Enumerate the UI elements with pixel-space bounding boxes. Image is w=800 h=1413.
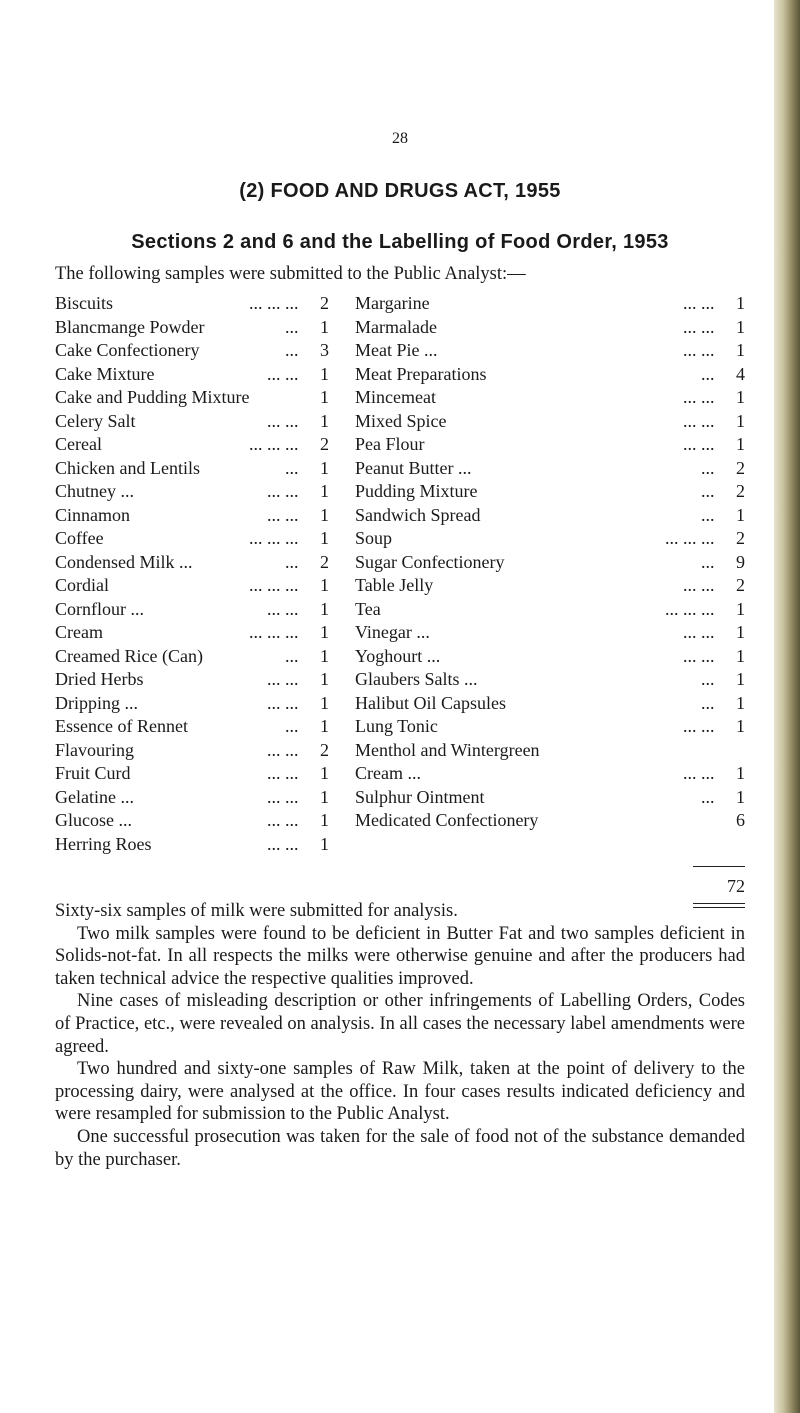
leader-dots: ... ...: [683, 716, 715, 736]
sample-row: [55, 762, 329, 786]
sample-name: Essence of Rennet: [55, 716, 188, 736]
sample-name: Gelatine ...: [55, 786, 134, 807]
paragraph-milk-deficiency: Two milk samples were found to be deficient in Butter Fat and two samples deficient in Solids-not-fat. In all respects the milks were otherwise genuine and after the producers had taken technical advice the respective qualities improved.: [55, 923, 745, 989]
sample-count: 2: [320, 293, 329, 313]
leader-dots: ...: [285, 316, 299, 337]
sample-name: Herring Roes: [55, 833, 152, 854]
sample-row: [55, 621, 329, 645]
sample-name: Lung Tonic: [355, 716, 438, 736]
paragraph-raw-milk: Two hundred and sixty-one samples of Raw Milk, taken at the point of delivery to the processing dairy, were analysed at the office. In four cases results indicated deficiency and were resampled for submission to the Public Analyst.: [55, 1059, 745, 1125]
leader-dots: ...: [701, 504, 715, 525]
sample-row: [355, 668, 745, 692]
sample-row: [355, 457, 745, 481]
sample-row: [355, 621, 745, 645]
sample-name: Meat Preparations: [355, 363, 487, 384]
sample-name: Medicated Confectionery: [355, 810, 539, 830]
sample-count: 1: [320, 622, 329, 642]
sample-count: 3: [320, 340, 329, 360]
leader-dots: ... ...: [267, 669, 299, 689]
leader-dots: ... ... ...: [249, 622, 299, 642]
sample-count: 1: [320, 457, 329, 478]
sample-count: 2: [736, 457, 745, 478]
sample-name: Chicken and Lentils: [55, 457, 200, 478]
leader-dots: ... ... ...: [249, 575, 299, 595]
sample-row: [55, 504, 329, 528]
leader-dots: ...: [701, 363, 715, 384]
section-subtitle: Sections 2 and 6 and the Labelling of Food Order, 1953: [131, 231, 669, 253]
leader-dots: ...: [285, 716, 299, 736]
paragraph-milk-samples: Sixty-six samples of milk were submitted for analysis.: [55, 901, 458, 921]
sample-count: 1: [736, 622, 745, 642]
sample-name: Cinnamon: [55, 504, 130, 525]
sample-row: [55, 386, 329, 410]
leader-dots: ...: [701, 692, 715, 713]
sample-count: 1: [320, 528, 329, 548]
sample-row: [55, 786, 329, 810]
leader-dots: ... ... ...: [665, 528, 715, 548]
intro-text: The following samples were submitted to the Public Analyst:—: [55, 264, 526, 284]
sample-count: 1: [320, 692, 329, 713]
paragraph-labelling: Nine cases of misleading description or other infringements of Labelling Orders, Codes of Practice, etc., were revealed on analysis. In all cases the necessary label amendments were agreed.: [55, 991, 745, 1057]
sample-name: Cake Mixture: [55, 363, 155, 384]
sample-row: [55, 316, 329, 340]
sample-row: [355, 410, 745, 434]
sample-count: 1: [736, 434, 745, 454]
total-rule: [693, 866, 745, 867]
sample-count: 2: [736, 575, 745, 595]
leader-dots: ... ...: [267, 786, 299, 807]
leader-dots: ...: [701, 481, 715, 501]
leader-dots: ... ...: [683, 645, 715, 666]
leader-dots: ... ...: [267, 763, 299, 783]
sample-row: [355, 786, 745, 810]
leader-dots: ... ...: [683, 763, 715, 783]
sample-row: [355, 527, 745, 551]
sample-name: Dried Herbs: [55, 669, 144, 689]
sample-name: Sugar Confectionery: [355, 551, 505, 572]
sample-row: [55, 598, 329, 622]
leader-dots: ... ...: [683, 316, 715, 337]
sample-name: Biscuits: [55, 293, 114, 313]
sample-count: 1: [736, 293, 745, 313]
sample-name: Flavouring: [55, 739, 134, 760]
sample-count: 1: [736, 669, 745, 689]
leader-dots: ... ...: [683, 575, 715, 595]
sample-count: 1: [736, 504, 745, 525]
sample-count: 2: [320, 434, 329, 454]
sample-name: Cream ...: [355, 763, 421, 783]
leader-dots: ... ... ...: [249, 434, 299, 454]
sample-name: Pudding Mixture: [355, 481, 478, 501]
sample-count: 1: [320, 575, 329, 595]
sample-count: 1: [736, 786, 745, 807]
sample-count: 1: [736, 645, 745, 666]
sample-row: [355, 739, 745, 763]
sample-count: 1: [320, 645, 329, 666]
leader-dots: ... ...: [683, 340, 715, 360]
leader-dots: ... ...: [267, 410, 299, 431]
sample-count: 1: [736, 716, 745, 736]
leader-dots: ... ... ...: [665, 598, 715, 619]
sample-name: Cake Confectionery: [55, 340, 200, 360]
leader-dots: ...: [701, 457, 715, 478]
sample-row: [55, 715, 329, 739]
leader-dots: ... ...: [683, 410, 715, 431]
sample-count: 1: [320, 786, 329, 807]
sample-row: [55, 410, 329, 434]
sample-name: Cereal: [55, 434, 102, 454]
leader-dots: ...: [285, 645, 299, 666]
sample-row: [55, 457, 329, 481]
sample-row: [355, 386, 745, 410]
sample-count: 1: [320, 763, 329, 783]
sample-row: [55, 551, 329, 575]
sample-count: 1: [736, 763, 745, 783]
leader-dots: ... ...: [683, 434, 715, 454]
sample-count: 1: [320, 363, 329, 384]
leader-dots: ... ...: [267, 481, 299, 501]
sample-count: 2: [320, 551, 329, 572]
sample-name: Halibut Oil Capsules: [355, 692, 506, 713]
sample-count: 1: [320, 481, 329, 501]
sample-row: [55, 645, 329, 669]
sample-name: Vinegar ...: [355, 622, 430, 642]
sample-count: 1: [736, 340, 745, 360]
sample-name: Marmalade: [355, 316, 437, 337]
leader-dots: ... ...: [683, 387, 715, 407]
leader-dots: ... ... ...: [249, 528, 299, 548]
sample-name: Cake and Pudding Mixture: [55, 387, 250, 407]
sample-name: Peanut Butter ...: [355, 457, 472, 478]
leader-dots: ...: [285, 457, 299, 478]
sample-row: [55, 292, 329, 316]
sample-count: 4: [736, 363, 745, 384]
sample-row: [55, 833, 329, 857]
sample-row: [55, 668, 329, 692]
sample-count: 1: [736, 316, 745, 337]
sample-name: Meat Pie ...: [355, 340, 438, 360]
sample-count: 1: [736, 387, 745, 407]
leader-dots: ...: [701, 786, 715, 807]
sample-row: [55, 574, 329, 598]
leader-dots: ... ... ...: [249, 293, 299, 313]
sample-count: 1: [320, 598, 329, 619]
sample-row: [55, 339, 329, 363]
sample-name: Table Jelly: [355, 575, 434, 595]
sample-name: Celery Salt: [55, 410, 136, 431]
sample-count: 6: [736, 810, 745, 830]
leader-dots: ... ...: [267, 810, 299, 830]
sample-name: Glucose ...: [55, 810, 132, 830]
leader-dots: ... ...: [683, 293, 715, 313]
sample-row: [355, 645, 745, 669]
sample-name: Sulphur Ointment: [355, 786, 485, 807]
sample-name: Fruit Curd: [55, 763, 131, 783]
sample-row: [355, 715, 745, 739]
sample-count: 1: [736, 410, 745, 431]
sample-name: Cornflour ...: [55, 598, 144, 619]
sample-row: [355, 480, 745, 504]
sample-name: Soup: [355, 528, 393, 548]
sample-row: [355, 339, 745, 363]
sample-count: 1: [320, 716, 329, 736]
report-body: [55, 900, 745, 1171]
sample-row: [355, 316, 745, 340]
sample-row: [355, 551, 745, 575]
sample-name: Mixed Spice: [355, 410, 447, 431]
sample-row: [355, 809, 745, 833]
sample-row: [355, 598, 745, 622]
sample-name: Dripping ...: [55, 692, 138, 713]
sample-count: 1: [736, 692, 745, 713]
sample-name: Margarine: [355, 293, 430, 313]
sample-row: [55, 527, 329, 551]
sample-name: Creamed Rice (Can): [55, 645, 203, 666]
page-edge-shadow: [774, 0, 800, 1413]
sample-count: 1: [320, 410, 329, 431]
sample-row: [55, 809, 329, 833]
leader-dots: ...: [285, 340, 299, 360]
sample-count: 2: [320, 739, 329, 760]
sample-name: Pea Flour: [355, 434, 425, 454]
sample-name: Coffee: [55, 528, 104, 548]
sample-row: [355, 433, 745, 457]
sample-count: 1: [320, 669, 329, 689]
sample-count: 2: [736, 481, 745, 501]
leader-dots: ... ...: [267, 598, 299, 619]
sample-row: [355, 574, 745, 598]
sample-count: 1: [736, 598, 745, 619]
leader-dots: ... ...: [267, 833, 299, 854]
sample-row: [55, 433, 329, 457]
sample-name: Mincemeat: [355, 387, 436, 407]
samples-list-right: [355, 292, 745, 833]
sample-row: [355, 692, 745, 716]
sample-row: [55, 480, 329, 504]
sample-name: Cordial: [55, 575, 109, 595]
samples-list-left: [55, 292, 329, 856]
leader-dots: ... ...: [267, 363, 299, 384]
page-number: 28: [392, 130, 408, 147]
leader-dots: ...: [285, 551, 299, 572]
samples-total: 72: [727, 876, 745, 896]
sample-name: Condensed Milk ...: [55, 551, 193, 572]
sample-name: Blancmange Powder: [55, 316, 205, 337]
sample-name: Tea: [355, 598, 381, 619]
leader-dots: ... ...: [267, 504, 299, 525]
sample-name: Sandwich Spread: [355, 504, 481, 525]
sample-name: Cream: [55, 622, 103, 642]
leader-dots: ... ...: [267, 739, 299, 760]
sample-name: Yoghourt ...: [355, 645, 441, 666]
sample-name: Menthol and Wintergreen: [355, 739, 540, 760]
sample-row: [55, 739, 329, 763]
leader-dots: ... ...: [267, 692, 299, 713]
sample-count: 1: [320, 387, 329, 407]
sample-count: 1: [320, 504, 329, 525]
sample-count: 1: [320, 810, 329, 830]
sample-row: [355, 363, 745, 387]
sample-row: [355, 762, 745, 786]
sample-count: 9: [736, 551, 745, 572]
sample-row: [355, 292, 745, 316]
leader-dots: ...: [701, 669, 715, 689]
leader-dots: ...: [701, 551, 715, 572]
section-title: (2) FOOD AND DRUGS ACT, 1955: [239, 180, 561, 202]
sample-count: 1: [320, 316, 329, 337]
sample-name: Glaubers Salts ...: [355, 669, 478, 689]
leader-dots: ... ...: [683, 622, 715, 642]
paragraph-prosecution: One successful prosecution was taken for the sale of food not of the substance demanded by the purchaser.: [55, 1126, 745, 1170]
sample-count: 2: [736, 528, 745, 548]
sample-row: [55, 363, 329, 387]
sample-count: 1: [320, 833, 329, 854]
sample-row: [355, 504, 745, 528]
sample-row: [55, 692, 329, 716]
sample-name: Chutney ...: [55, 481, 134, 501]
